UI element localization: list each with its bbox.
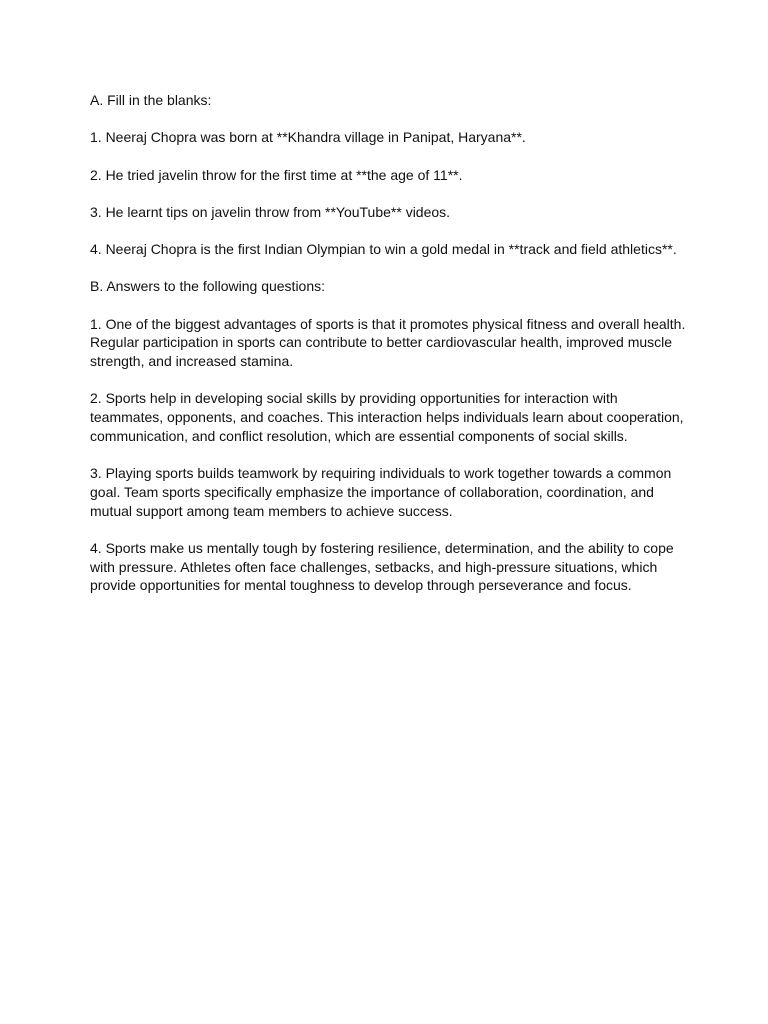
answer-item-2: 2. Sports help in developing social skills by providing opportunities for interaction with teammates, opponents, and coaches. This interaction helps individuals learn about cooperation, communication, and conflict resolution, which are essential components of social skills. [90, 390, 684, 444]
document-page [90, 91, 690, 614]
section-a-heading: A. Fill in the blanks: [90, 92, 212, 108]
answer-item-4: 4. Sports make us mentally tough by fostering resilience, determination, and the ability to cope with pressure. Athletes often face challenges, setbacks, and high-pressure situations, which provide opportunities for mental toughness to develop through perseverance and focus. [90, 539, 674, 594]
fill-blank-item-2: 2. He tried javelin throw for the first time at **the age of 11**. [90, 166, 463, 183]
fill-blank-item-4: 4. Neeraj Chopra is the first Indian Olympian to win a gold medal in **track and field athletics**. [90, 241, 677, 257]
answer-item-1: 1. One of the biggest advantages of sports is that it promotes physical fitness and overall health. Regular participation in sports can contribute to better cardiovascular health, improved muscle strength, and increased stamina. [90, 315, 686, 369]
fill-blank-item-3: 3. He learnt tips on javelin throw from **YouTube** videos. [90, 203, 451, 220]
answer-item-3: 3. Playing sports builds teamwork by requiring individuals to work together towards a common goal. Team sports specifically emphasize the importance of collaboration, coordination, and mutual support among team members to achieve success. [90, 465, 672, 519]
section-b-heading: B. Answers to the following questions: [90, 278, 326, 295]
fill-blank-item-1: 1. Neeraj Chopra was born at **Khandra village in Panipat, Haryana**. [90, 129, 526, 146]
